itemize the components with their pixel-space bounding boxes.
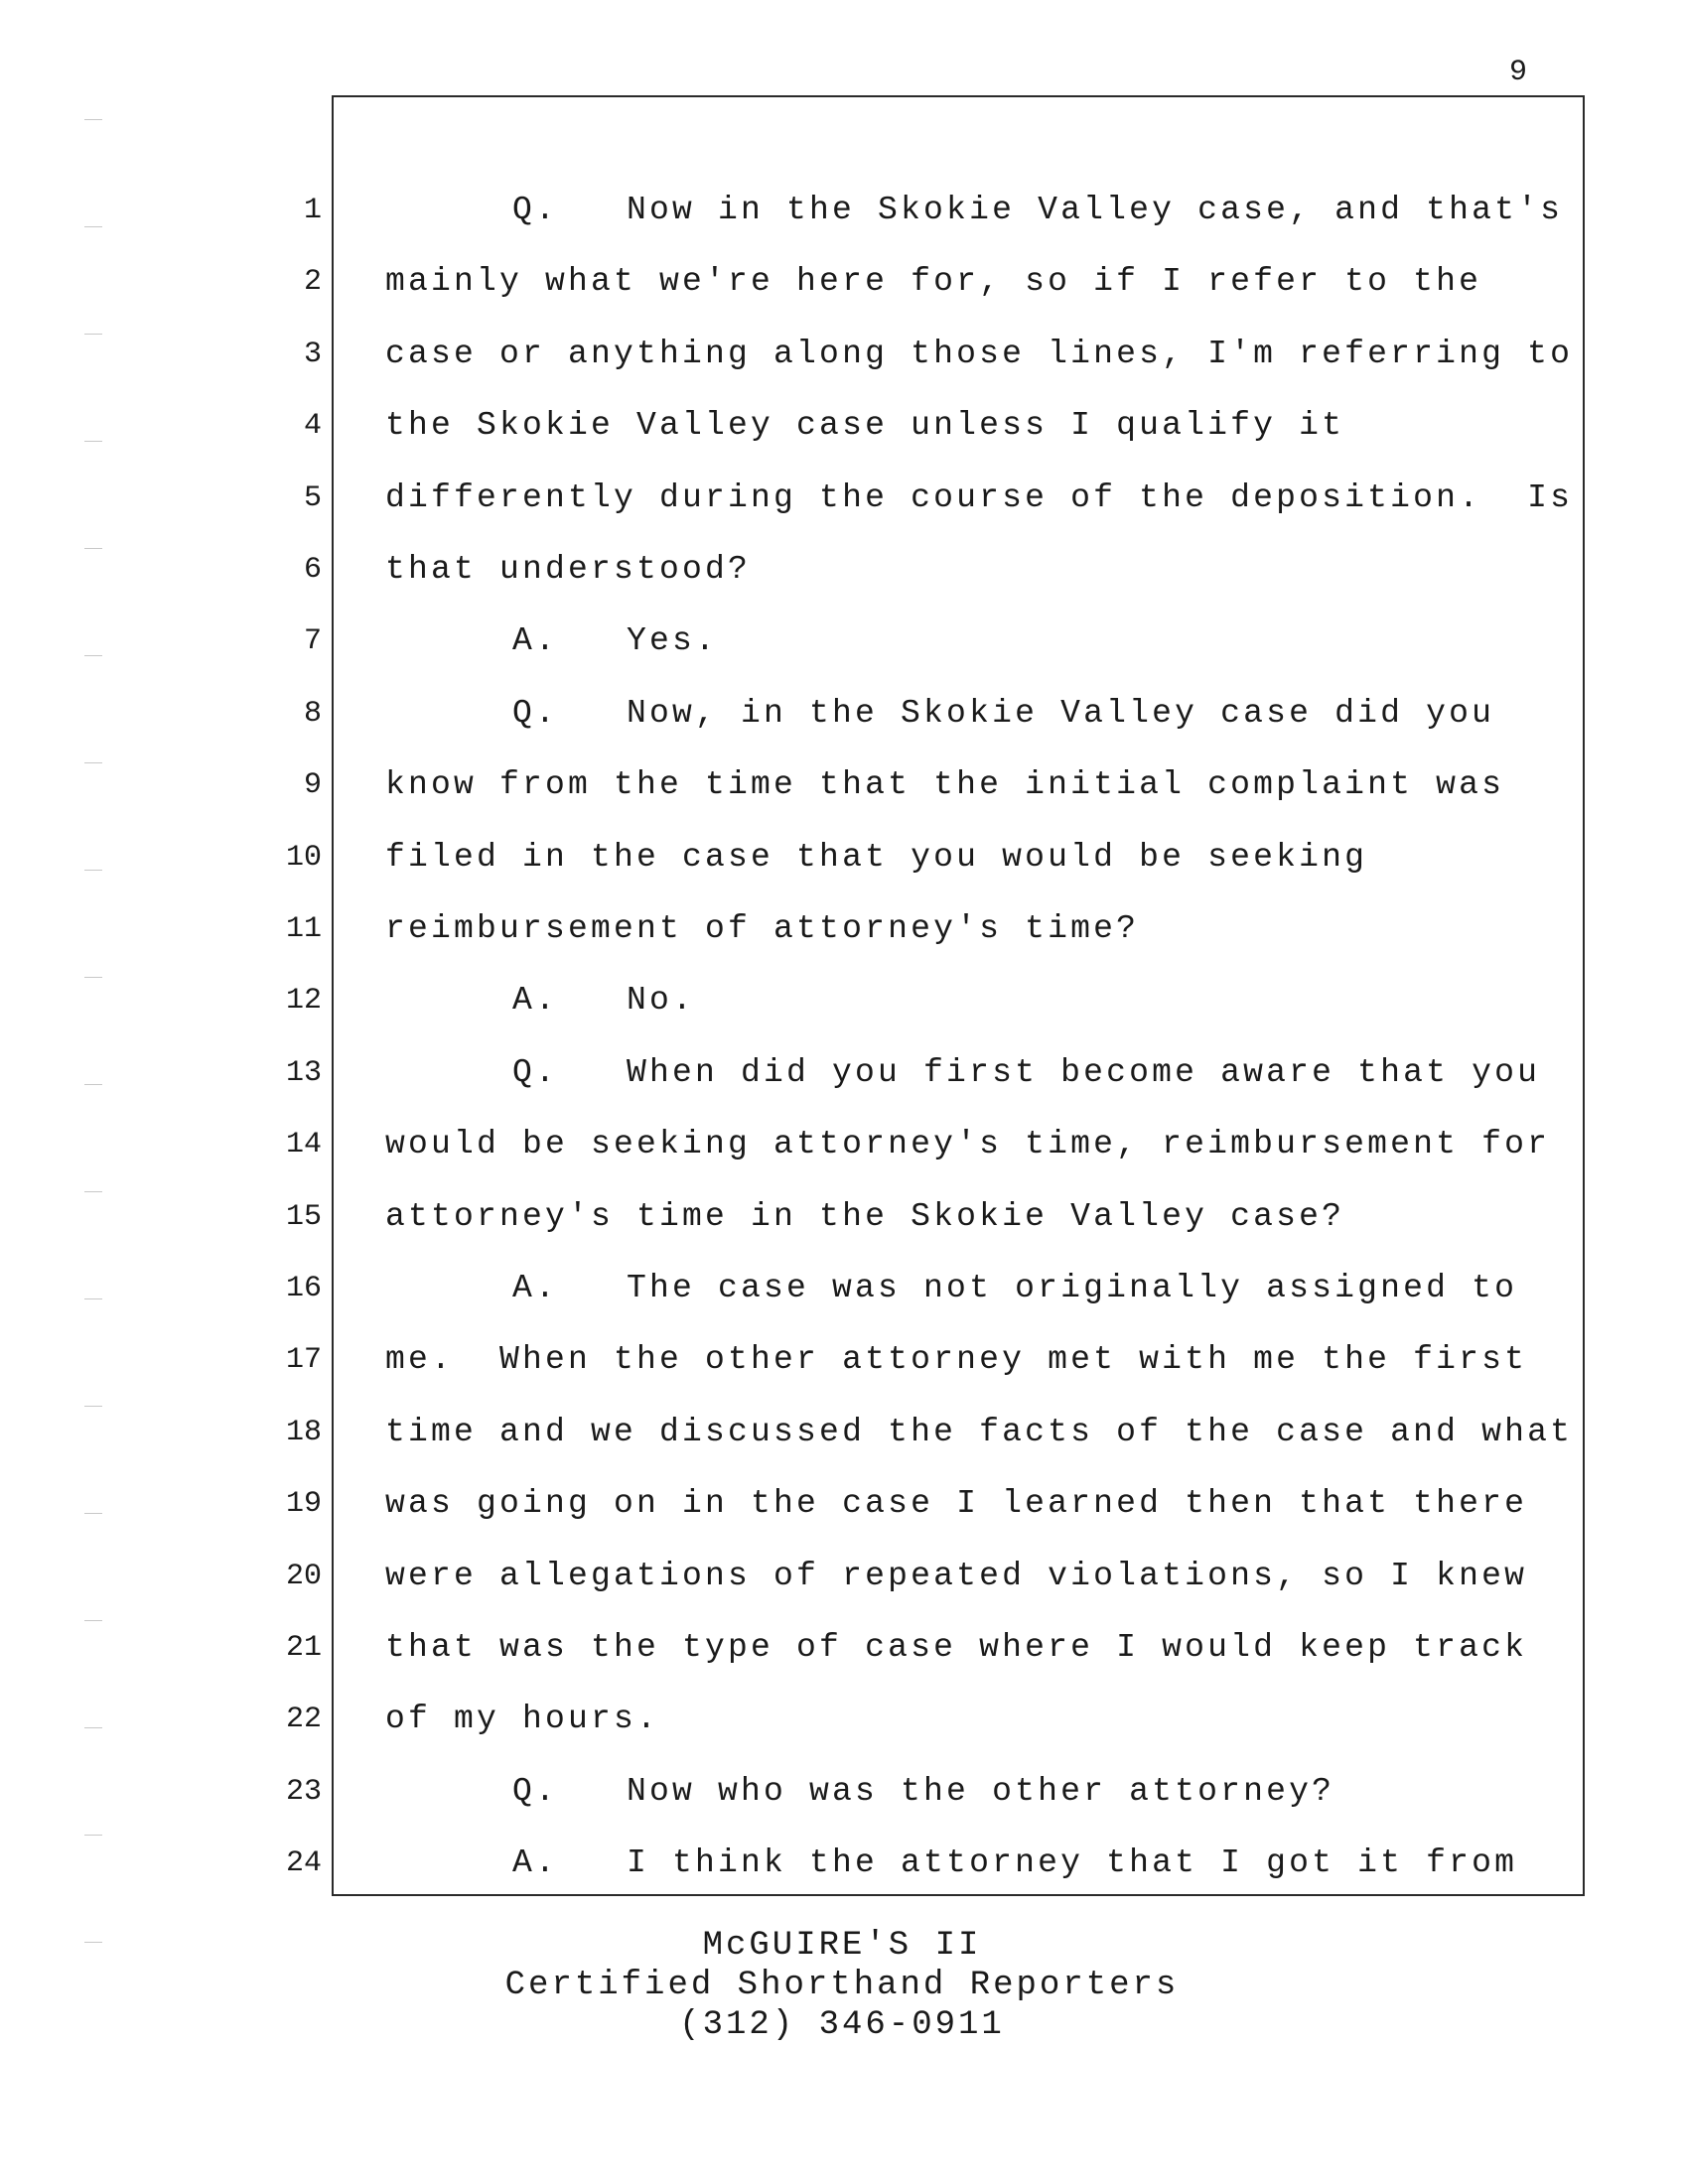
transcript-line: Q. When did you first become aware that you (512, 1054, 1541, 1091)
line-number: 14 (285, 1128, 322, 1161)
transcript-line: A. The case was not originally assigned to (512, 1270, 1518, 1306)
transcript-line: A. No. (512, 982, 696, 1019)
line-number: 9 (303, 768, 322, 802)
transcript-line: Q. Now, in the Skokie Valley case did you (512, 695, 1495, 732)
transcript-line: differently during the course of the deposition. Is (385, 479, 1574, 516)
footer-company: McGUIRE'S II (702, 1927, 982, 1965)
transcript-line: filed in the case that you would be seeking (385, 839, 1368, 876)
line-number: 20 (285, 1560, 322, 1593)
transcript-line: would be seeking attorney's time, reimbursement for (385, 1126, 1551, 1162)
line-number: 18 (285, 1416, 322, 1449)
line-number: 7 (303, 624, 322, 658)
line-number: 19 (285, 1487, 322, 1521)
transcript-line: the Skokie Valley case unless I qualify it (385, 407, 1345, 444)
transcript-line: were allegations of repeated violations, so I knew (385, 1558, 1528, 1594)
line-number-column (0, 0, 332, 2184)
transcript-line: that understood? (385, 551, 752, 588)
line-number: 8 (303, 697, 322, 731)
line-number: 22 (285, 1703, 322, 1736)
line-number: 1 (303, 194, 322, 227)
footer-phone: (312) 346-0911 (679, 2006, 1005, 2044)
line-number: 13 (285, 1056, 322, 1090)
transcript-line: that was the type of case where I would keep track (385, 1629, 1528, 1666)
line-number: 3 (303, 338, 322, 371)
transcript-line: Q. Now in the Skokie Valley case, and that's (512, 192, 1564, 228)
line-number: 16 (285, 1272, 322, 1305)
line-number: 15 (285, 1200, 322, 1234)
transcript-line: reimbursement of attorney's time? (385, 910, 1140, 947)
line-number: 2 (303, 265, 322, 299)
line-number: 21 (285, 1631, 322, 1665)
line-number: 5 (303, 481, 322, 515)
reporter-footer (0, 1926, 1684, 2045)
line-number: 4 (303, 409, 322, 443)
transcript-line: mainly what we're here for, so if I refer to the (385, 263, 1482, 300)
line-number: 11 (285, 912, 322, 946)
transcript-line: me. When the other attorney met with me the first (385, 1341, 1528, 1378)
transcript-line: Q. Now who was the other attorney? (512, 1773, 1335, 1810)
transcript-line: attorney's time in the Skokie Valley case? (385, 1198, 1345, 1235)
footer-service: Certified Shorthand Reporters (504, 1967, 1180, 2004)
line-number: 6 (303, 553, 322, 587)
transcript-line: A. Yes. (512, 622, 719, 659)
page-number: 9 (1509, 56, 1529, 89)
transcript-line: time and we discussed the facts of the case and what (385, 1414, 1574, 1450)
transcript-line: know from the time that the initial complaint was (385, 766, 1505, 803)
line-number: 12 (285, 984, 322, 1018)
transcript-line: of my hours. (385, 1701, 660, 1737)
line-number: 10 (285, 841, 322, 875)
line-number: 24 (285, 1846, 322, 1880)
line-number: 17 (285, 1343, 322, 1377)
transcript-line: A. I think the attorney that I got it from (512, 1844, 1518, 1881)
transcript-line: case or anything along those lines, I'm referring to (385, 336, 1574, 372)
transcript-line: was going on in the case I learned then that there (385, 1485, 1528, 1522)
line-number: 23 (285, 1775, 322, 1809)
